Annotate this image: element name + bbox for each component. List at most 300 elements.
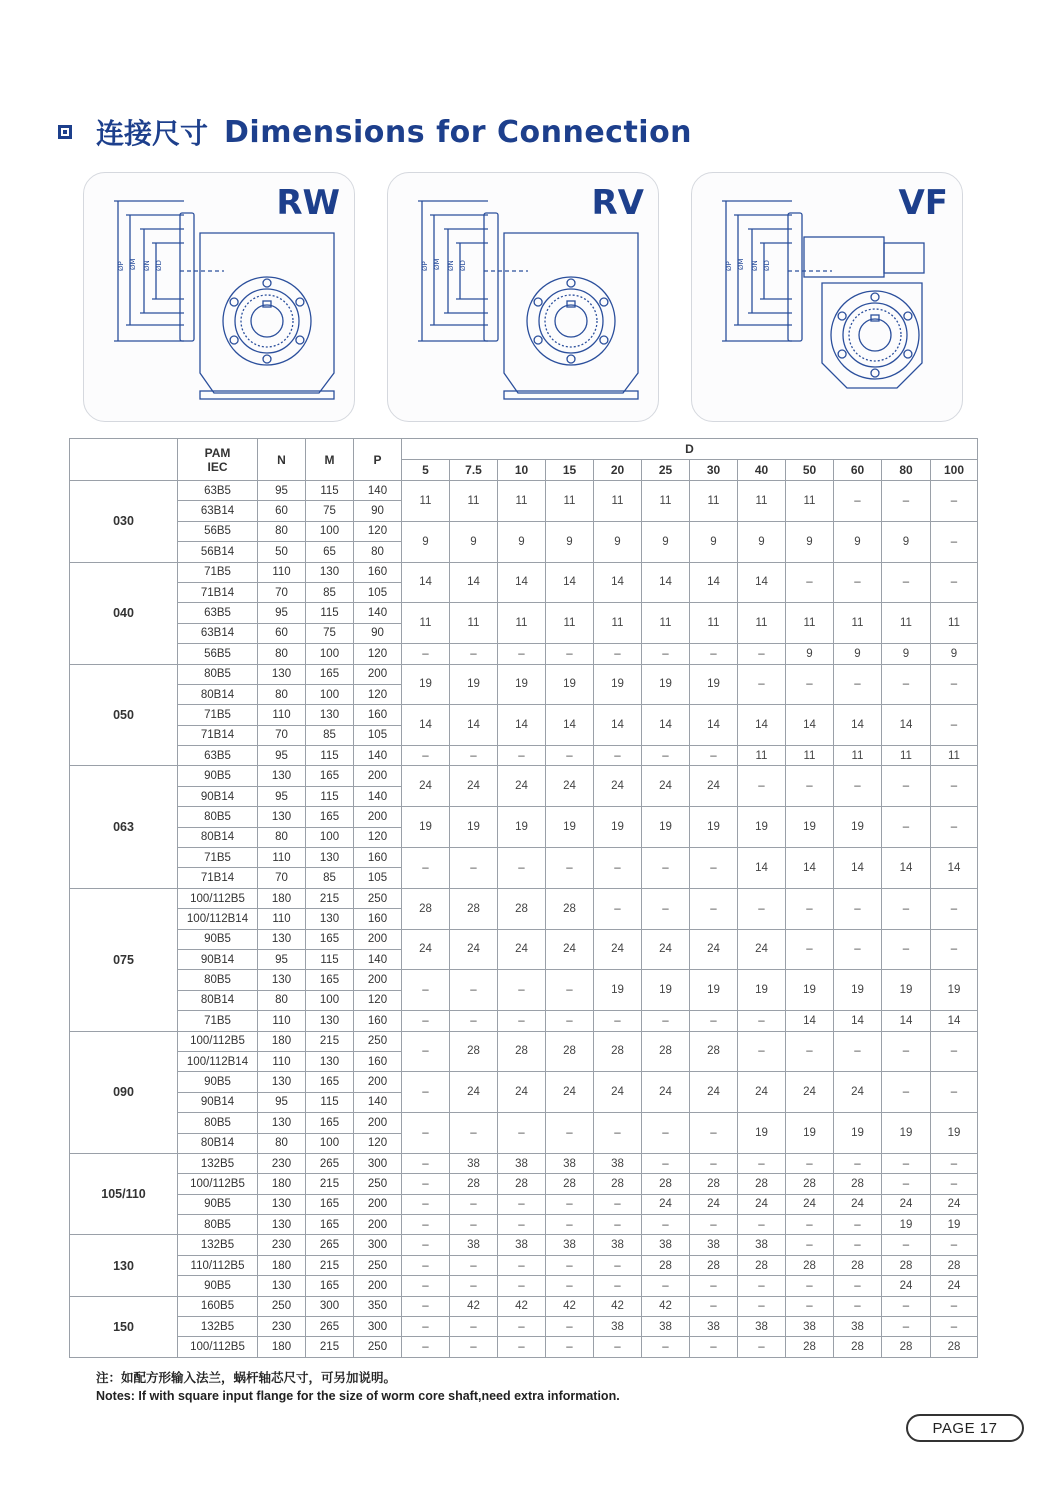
- d-value-cell: 9: [450, 521, 498, 562]
- m-cell: 130: [306, 562, 354, 582]
- p-cell: 160: [354, 909, 402, 929]
- pam-cell: 90B5: [178, 929, 258, 949]
- bolt-hole: [838, 350, 846, 358]
- d-value-cell: 24: [690, 766, 738, 807]
- m-cell: 115: [306, 603, 354, 623]
- m-cell: 100: [306, 827, 354, 847]
- table-row: [70, 1255, 978, 1275]
- d-value-cell: –: [882, 1031, 931, 1072]
- p-cell: 120: [354, 827, 402, 847]
- d-value-cell: –: [834, 481, 882, 522]
- d-value-cell: –: [931, 807, 978, 848]
- p-cell: 250: [354, 888, 402, 908]
- model-label: RW: [276, 183, 340, 223]
- p-cell: 160: [354, 705, 402, 725]
- d-value-cell: –: [690, 644, 738, 664]
- m-cell: 85: [306, 582, 354, 602]
- d-value-cell: –: [690, 1296, 738, 1316]
- d-value-cell: 28: [834, 1255, 882, 1275]
- d-value-cell: 19: [402, 807, 450, 848]
- p-cell: 200: [354, 1215, 402, 1235]
- d-value-cell: 38: [546, 1153, 594, 1173]
- n-cell: 180: [258, 1337, 306, 1357]
- size-cell: 130: [70, 1235, 178, 1296]
- d-value-cell: 14: [738, 562, 786, 603]
- m-cell: 75: [306, 623, 354, 643]
- d-value-cell: 38: [450, 1153, 498, 1173]
- d-value-cell: 19: [834, 970, 882, 1011]
- d-value-cell: –: [498, 1113, 546, 1154]
- d-value-cell: 28: [498, 1031, 546, 1072]
- d-value-cell: 38: [594, 1235, 642, 1255]
- p-cell: 120: [354, 521, 402, 541]
- d-value-cell: 24: [834, 1194, 882, 1214]
- n-cell: 110: [258, 705, 306, 725]
- d-value-cell: 24: [882, 1276, 931, 1296]
- p-cell: 200: [354, 1276, 402, 1296]
- p-cell: 105: [354, 868, 402, 888]
- d-value-cell: 19: [882, 1113, 931, 1154]
- p-cell: 200: [354, 1113, 402, 1133]
- n-cell: 60: [258, 501, 306, 521]
- d-value-cell: 11: [594, 603, 642, 644]
- d-value-cell: 24: [450, 929, 498, 970]
- d-value-cell: –: [834, 1276, 882, 1296]
- d-value-cell: 14: [738, 848, 786, 889]
- d-value-cell: –: [450, 970, 498, 1011]
- d-value-cell: 38: [690, 1317, 738, 1337]
- dimension-label: ØN: [447, 260, 455, 271]
- d-value-cell: 14: [594, 562, 642, 603]
- d-value-cell: 11: [546, 603, 594, 644]
- d-value-cell: –: [690, 746, 738, 766]
- p-cell: 120: [354, 644, 402, 664]
- p-cell: 300: [354, 1317, 402, 1337]
- d-value-cell: –: [931, 1174, 978, 1194]
- d-value-cell: 14: [834, 848, 882, 889]
- m-cell: 100: [306, 644, 354, 664]
- output-bore: [251, 305, 283, 337]
- d-value-cell: –: [882, 1072, 931, 1113]
- p-cell: 250: [354, 1031, 402, 1051]
- dimension-label: ØM: [433, 258, 441, 270]
- header-ratio: 20: [594, 460, 642, 481]
- d-value-cell: 24: [690, 1072, 738, 1113]
- d-value-cell: –: [546, 1255, 594, 1275]
- d-value-cell: –: [546, 746, 594, 766]
- d-value-cell: 19: [834, 807, 882, 848]
- d-value-cell: 19: [498, 664, 546, 705]
- d-value-cell: –: [450, 848, 498, 889]
- d-value-cell: 24: [402, 766, 450, 807]
- bolt-hole: [534, 298, 542, 306]
- pam-cell: 90B14: [178, 1092, 258, 1112]
- d-value-cell: –: [498, 970, 546, 1011]
- d-value-cell: –: [834, 929, 882, 970]
- p-cell: 300: [354, 1153, 402, 1173]
- d-value-cell: 11: [738, 603, 786, 644]
- m-cell: 265: [306, 1235, 354, 1255]
- d-value-cell: –: [642, 1011, 690, 1031]
- d-value-cell: –: [402, 1317, 450, 1337]
- p-cell: 105: [354, 582, 402, 602]
- size-cell: 075: [70, 888, 178, 1031]
- d-value-cell: –: [738, 1153, 786, 1173]
- d-value-cell: –: [450, 1113, 498, 1154]
- d-value-cell: –: [546, 970, 594, 1011]
- size-cell: 040: [70, 562, 178, 664]
- d-value-cell: –: [498, 1337, 546, 1357]
- p-cell: 300: [354, 1235, 402, 1255]
- pam-cell: 90B5: [178, 1072, 258, 1092]
- d-value-cell: 28: [450, 888, 498, 929]
- dimensions-table: [69, 438, 978, 1358]
- d-value-cell: 19: [402, 664, 450, 705]
- d-value-cell: –: [642, 1276, 690, 1296]
- d-value-cell: –: [690, 1153, 738, 1173]
- d-value-cell: –: [931, 1235, 978, 1255]
- m-cell: 115: [306, 1092, 354, 1112]
- d-value-cell: 14: [642, 705, 690, 746]
- p-cell: 200: [354, 766, 402, 786]
- n-cell: 80: [258, 1133, 306, 1153]
- d-value-cell: –: [594, 1194, 642, 1214]
- d-value-cell: –: [786, 766, 834, 807]
- bolt-hole: [838, 312, 846, 320]
- d-value-cell: 11: [690, 481, 738, 522]
- pam-cell: 63B14: [178, 501, 258, 521]
- d-value-cell: –: [931, 1031, 978, 1072]
- d-value-cell: 19: [642, 807, 690, 848]
- d-value-cell: –: [931, 1317, 978, 1337]
- d-value-cell: –: [402, 1153, 450, 1173]
- d-value-cell: –: [546, 1194, 594, 1214]
- d-value-cell: –: [546, 1276, 594, 1296]
- d-value-cell: 9: [690, 521, 738, 562]
- m-cell: 265: [306, 1153, 354, 1173]
- d-value-cell: 28: [882, 1337, 931, 1357]
- d-value-cell: 28: [498, 1174, 546, 1194]
- d-value-cell: 38: [498, 1235, 546, 1255]
- p-cell: 250: [354, 1255, 402, 1275]
- gear-teeth: [545, 295, 597, 347]
- pam-cell: 71B5: [178, 562, 258, 582]
- model-label: RV: [591, 183, 644, 223]
- bolt-hole: [263, 279, 271, 287]
- d-value-cell: –: [882, 1317, 931, 1337]
- d-value-cell: –: [690, 1276, 738, 1296]
- notes: [96, 1369, 620, 1405]
- header-m: M: [306, 439, 354, 481]
- d-value-cell: 14: [450, 705, 498, 746]
- d-value-cell: 28: [690, 1174, 738, 1194]
- d-value-cell: 38: [642, 1235, 690, 1255]
- d-value-cell: –: [498, 1215, 546, 1235]
- n-cell: 95: [258, 481, 306, 501]
- d-value-cell: –: [642, 888, 690, 929]
- table-row: [70, 1317, 978, 1337]
- size-cell: 150: [70, 1296, 178, 1357]
- hub-ring: [843, 303, 907, 367]
- bullet-square-icon: [58, 125, 72, 139]
- bolt-hole: [600, 298, 608, 306]
- d-value-cell: –: [546, 1317, 594, 1337]
- d-value-cell: –: [450, 1276, 498, 1296]
- p-cell: 140: [354, 1092, 402, 1112]
- d-value-cell: 28: [738, 1174, 786, 1194]
- header-ratio: 5: [402, 460, 450, 481]
- d-value-cell: –: [402, 1011, 450, 1031]
- table-row: [70, 1235, 978, 1255]
- table-row: [70, 1174, 978, 1194]
- m-cell: 165: [306, 1276, 354, 1296]
- pam-cell: 90B5: [178, 766, 258, 786]
- n-cell: 95: [258, 603, 306, 623]
- d-value-cell: 19: [834, 1113, 882, 1154]
- d-value-cell: 38: [498, 1153, 546, 1173]
- header-size-blank: [70, 439, 178, 481]
- hub-ring: [539, 289, 603, 353]
- d-value-cell: 14: [594, 705, 642, 746]
- n-cell: 130: [258, 1215, 306, 1235]
- n-cell: 80: [258, 827, 306, 847]
- output-bore: [859, 319, 891, 351]
- d-value-cell: –: [834, 1215, 882, 1235]
- d-value-cell: 24: [642, 1194, 690, 1214]
- bolt-hole: [600, 336, 608, 344]
- pam-cell: 100/112B14: [178, 1051, 258, 1071]
- d-value-cell: 42: [498, 1296, 546, 1316]
- p-cell: 200: [354, 807, 402, 827]
- p-cell: 200: [354, 664, 402, 684]
- notes-chinese: 注：如配方形输入法兰，蜗杆轴芯尺寸，可另加说明。: [96, 1371, 397, 1385]
- d-value-cell: 24: [594, 766, 642, 807]
- d-value-cell: 9: [882, 644, 931, 664]
- table-row: [70, 705, 978, 725]
- d-value-cell: 19: [931, 1113, 978, 1154]
- m-cell: 300: [306, 1296, 354, 1316]
- d-value-cell: 28: [594, 1174, 642, 1194]
- table-row: [70, 644, 978, 664]
- header-ratio: 60: [834, 460, 882, 481]
- n-cell: 80: [258, 684, 306, 704]
- pam-cell: 56B5: [178, 644, 258, 664]
- d-value-cell: 24: [882, 1194, 931, 1214]
- m-cell: 100: [306, 521, 354, 541]
- d-value-cell: 38: [546, 1235, 594, 1255]
- size-cell: 050: [70, 664, 178, 766]
- table-row: [70, 1072, 978, 1092]
- n-cell: 180: [258, 1255, 306, 1275]
- p-cell: 250: [354, 1174, 402, 1194]
- d-value-cell: 24: [738, 929, 786, 970]
- gear-teeth: [241, 295, 293, 347]
- d-value-cell: 14: [834, 705, 882, 746]
- pam-cell: 63B5: [178, 603, 258, 623]
- header-ratio: 25: [642, 460, 690, 481]
- m-cell: 165: [306, 929, 354, 949]
- d-value-cell: 14: [738, 705, 786, 746]
- m-cell: 165: [306, 970, 354, 990]
- table-row: [70, 1337, 978, 1357]
- n-cell: 130: [258, 766, 306, 786]
- diagram-rv: [387, 172, 659, 422]
- d-value-cell: –: [931, 705, 978, 746]
- output-bore: [555, 305, 587, 337]
- d-value-cell: 11: [402, 603, 450, 644]
- d-value-cell: –: [642, 1215, 690, 1235]
- d-value-cell: –: [450, 746, 498, 766]
- d-value-cell: –: [882, 1235, 931, 1255]
- d-value-cell: –: [498, 644, 546, 664]
- d-value-cell: –: [834, 766, 882, 807]
- m-cell: 85: [306, 868, 354, 888]
- d-value-cell: 28: [786, 1255, 834, 1275]
- bolt-hole: [230, 336, 238, 344]
- m-cell: 215: [306, 1031, 354, 1051]
- d-value-cell: –: [594, 888, 642, 929]
- d-value-cell: 9: [786, 644, 834, 664]
- d-value-cell: 28: [546, 888, 594, 929]
- d-value-cell: 11: [498, 603, 546, 644]
- d-value-cell: 14: [882, 1011, 931, 1031]
- pam-cell: 100/112B5: [178, 1337, 258, 1357]
- pam-cell: 80B5: [178, 970, 258, 990]
- pam-cell: 80B14: [178, 684, 258, 704]
- d-value-cell: 19: [931, 1215, 978, 1235]
- d-value-cell: –: [882, 562, 931, 603]
- m-cell: 130: [306, 909, 354, 929]
- d-value-cell: 28: [931, 1337, 978, 1357]
- d-value-cell: –: [786, 888, 834, 929]
- p-cell: 90: [354, 501, 402, 521]
- d-value-cell: –: [882, 1153, 931, 1173]
- d-value-cell: 24: [450, 766, 498, 807]
- d-value-cell: 38: [834, 1317, 882, 1337]
- title-english: Dimensions for Connection: [224, 114, 693, 150]
- p-cell: 250: [354, 1337, 402, 1357]
- d-value-cell: 24: [594, 929, 642, 970]
- m-cell: 130: [306, 848, 354, 868]
- d-value-cell: 14: [690, 705, 738, 746]
- d-value-cell: –: [738, 1215, 786, 1235]
- d-value-cell: 19: [738, 807, 786, 848]
- d-value-cell: –: [786, 1031, 834, 1072]
- d-value-cell: –: [931, 888, 978, 929]
- bolt-hole: [904, 350, 912, 358]
- dimension-label: ØP: [117, 261, 125, 271]
- gear-housing: [504, 233, 638, 393]
- d-value-cell: –: [402, 1235, 450, 1255]
- d-value-cell: –: [738, 1011, 786, 1031]
- dimension-label: ØP: [725, 261, 733, 271]
- p-cell: 160: [354, 1011, 402, 1031]
- size-cell: 030: [70, 481, 178, 563]
- d-value-cell: –: [498, 1194, 546, 1214]
- m-cell: 165: [306, 807, 354, 827]
- header-ratio: 100: [931, 460, 978, 481]
- d-value-cell: –: [834, 1235, 882, 1255]
- d-value-cell: –: [738, 1337, 786, 1357]
- d-value-cell: 19: [594, 970, 642, 1011]
- n-cell: 95: [258, 746, 306, 766]
- pam-cell: 71B5: [178, 1011, 258, 1031]
- d-value-cell: 38: [642, 1317, 690, 1337]
- d-value-cell: 24: [498, 1072, 546, 1113]
- table-row: [70, 766, 978, 786]
- n-cell: 110: [258, 909, 306, 929]
- d-value-cell: 9: [834, 644, 882, 664]
- keyway: [567, 301, 575, 307]
- d-value-cell: 24: [834, 1072, 882, 1113]
- d-value-cell: 9: [738, 521, 786, 562]
- d-value-cell: –: [882, 1174, 931, 1194]
- n-cell: 230: [258, 1235, 306, 1255]
- d-value-cell: 11: [642, 481, 690, 522]
- pam-cell: 71B14: [178, 725, 258, 745]
- d-value-cell: –: [450, 1317, 498, 1337]
- d-value-cell: 14: [786, 848, 834, 889]
- pam-cell: 90B14: [178, 949, 258, 969]
- m-cell: 65: [306, 542, 354, 562]
- d-value-cell: 28: [738, 1255, 786, 1275]
- d-value-cell: 19: [450, 807, 498, 848]
- p-cell: 160: [354, 1051, 402, 1071]
- d-value-cell: 11: [738, 481, 786, 522]
- pam-cell: 80B14: [178, 1133, 258, 1153]
- p-cell: 105: [354, 725, 402, 745]
- table-row: [70, 1276, 978, 1296]
- d-value-cell: –: [931, 1153, 978, 1173]
- p-cell: 120: [354, 1133, 402, 1153]
- d-value-cell: –: [402, 1337, 450, 1357]
- dimension-label: ØP: [421, 261, 429, 271]
- d-value-cell: 24: [498, 929, 546, 970]
- d-value-cell: 24: [642, 766, 690, 807]
- d-value-cell: –: [931, 521, 978, 562]
- d-value-cell: 24: [642, 929, 690, 970]
- d-value-cell: 24: [546, 929, 594, 970]
- d-value-cell: –: [402, 1072, 450, 1113]
- d-value-cell: 9: [594, 521, 642, 562]
- d-value-cell: 14: [402, 562, 450, 603]
- d-value-cell: –: [402, 1276, 450, 1296]
- pam-cell: 71B5: [178, 705, 258, 725]
- p-cell: 200: [354, 1194, 402, 1214]
- pam-cell: 80B14: [178, 827, 258, 847]
- bolt-hole: [567, 355, 575, 363]
- d-value-cell: 19: [546, 807, 594, 848]
- d-value-cell: 9: [402, 521, 450, 562]
- d-value-cell: 19: [546, 664, 594, 705]
- d-value-cell: –: [834, 888, 882, 929]
- header-row: [70, 439, 978, 460]
- d-value-cell: 24: [690, 929, 738, 970]
- d-value-cell: 24: [546, 1072, 594, 1113]
- d-value-cell: 19: [786, 970, 834, 1011]
- p-cell: 200: [354, 970, 402, 990]
- d-value-cell: –: [450, 644, 498, 664]
- m-cell: 165: [306, 1072, 354, 1092]
- d-value-cell: –: [690, 888, 738, 929]
- base-foot: [504, 391, 638, 399]
- n-cell: 110: [258, 1051, 306, 1071]
- d-value-cell: 11: [402, 481, 450, 522]
- d-value-cell: 11: [594, 481, 642, 522]
- d-value-cell: 14: [931, 848, 978, 889]
- d-value-cell: –: [786, 929, 834, 970]
- header-p: P: [354, 439, 402, 481]
